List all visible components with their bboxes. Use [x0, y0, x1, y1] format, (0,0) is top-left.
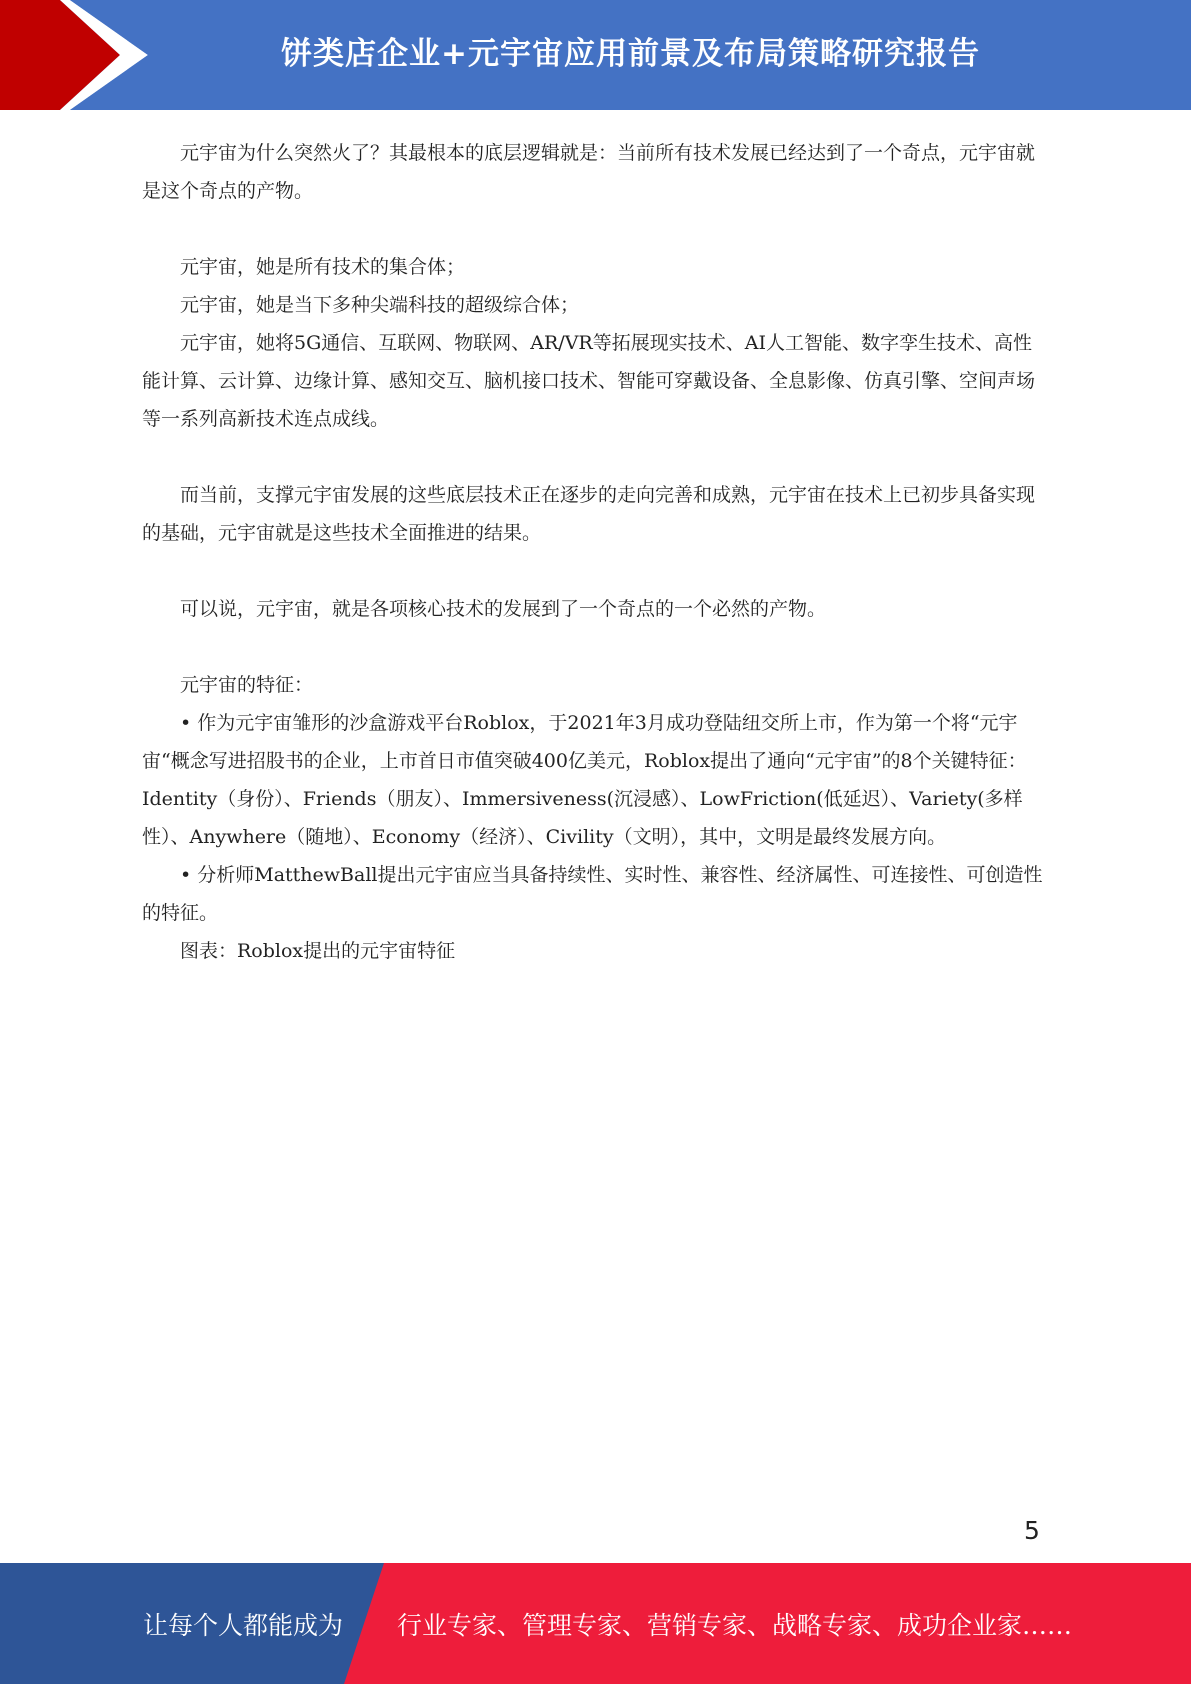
body-content: [142, 134, 1048, 970]
body-paragraph: 图表：Roblox提出的元宇宙特征: [180, 940, 456, 962]
report-title: 饼类店企业+元宇宙应用前景及布局策略研究报告: [281, 35, 980, 72]
footer-slogan-right: 行业专家、管理专家、营销专家、战略专家、成功企业家……: [397, 1610, 1073, 1640]
body-paragraph: 元宇宙，她是当下多种尖端科技的超级综合体；: [180, 294, 580, 316]
body-paragraph: 可以说，元宇宙，就是各项核心技术的发展到了一个奇点的一个必然的产物。: [180, 598, 827, 620]
footer-slogan-left: 让每个人都能成为: [143, 1610, 344, 1640]
page-header: [0, 0, 1191, 110]
body-paragraph: 元宇宙的特征：: [180, 674, 314, 696]
body-paragraph: 元宇宙，她是所有技术的集合体；: [180, 256, 466, 278]
body-paragraph: 而当前，支撑元宇宙发展的这些底层技术正在逐步的走向完善和成熟，元宇宙在技术上已初步具备实现的基础，元宇宙就是这些技术全面推进的结果。: [142, 484, 1036, 544]
body-paragraph: • 作为元宇宙雏形的沙盒游戏平台Roblox，于2021年3月成功登陆纽交所上市，作为第一个将“元宇宙“概念写进招股书的企业，上市首日市值突破400亿美元，Roblox提出了通向“元宇宙”的8个关键特征：Identity（身份）、Friends（朋友）、Immersiveness(沉浸感）、LowFriction(低延迟）、Variety(多样性）、Anywhere（随地）、Economy（经济）、Civility（文明），其中，文明是最终发展方向。: [142, 712, 1027, 848]
header-arrow-decoration: [0, 0, 160, 110]
page-footer: [0, 1563, 1191, 1684]
body-paragraph: 元宇宙为什么突然火了？其最根本的底层逻辑就是：当前所有技术发展已经达到了一个奇点，元宇宙就是这个奇点的产物。: [142, 142, 1036, 202]
page-number: 5: [1024, 1516, 1040, 1545]
body-paragraph: • 分析师MatthewBall提出元宇宙应当具备持续性、实时性、兼容性、经济属性、可连接性、可创造性的特征。: [142, 864, 1043, 924]
body-paragraph: 元宇宙，她将5G通信、互联网、物联网、AR/VR等拓展现实技术、AI人工智能、数字孪生技术、高性能计算、云计算、边缘计算、感知交互、脑机接口技术、智能可穿戴设备、全息影像、仿真引擎、空间声场等一系列高新技术连点成线。: [142, 332, 1036, 430]
